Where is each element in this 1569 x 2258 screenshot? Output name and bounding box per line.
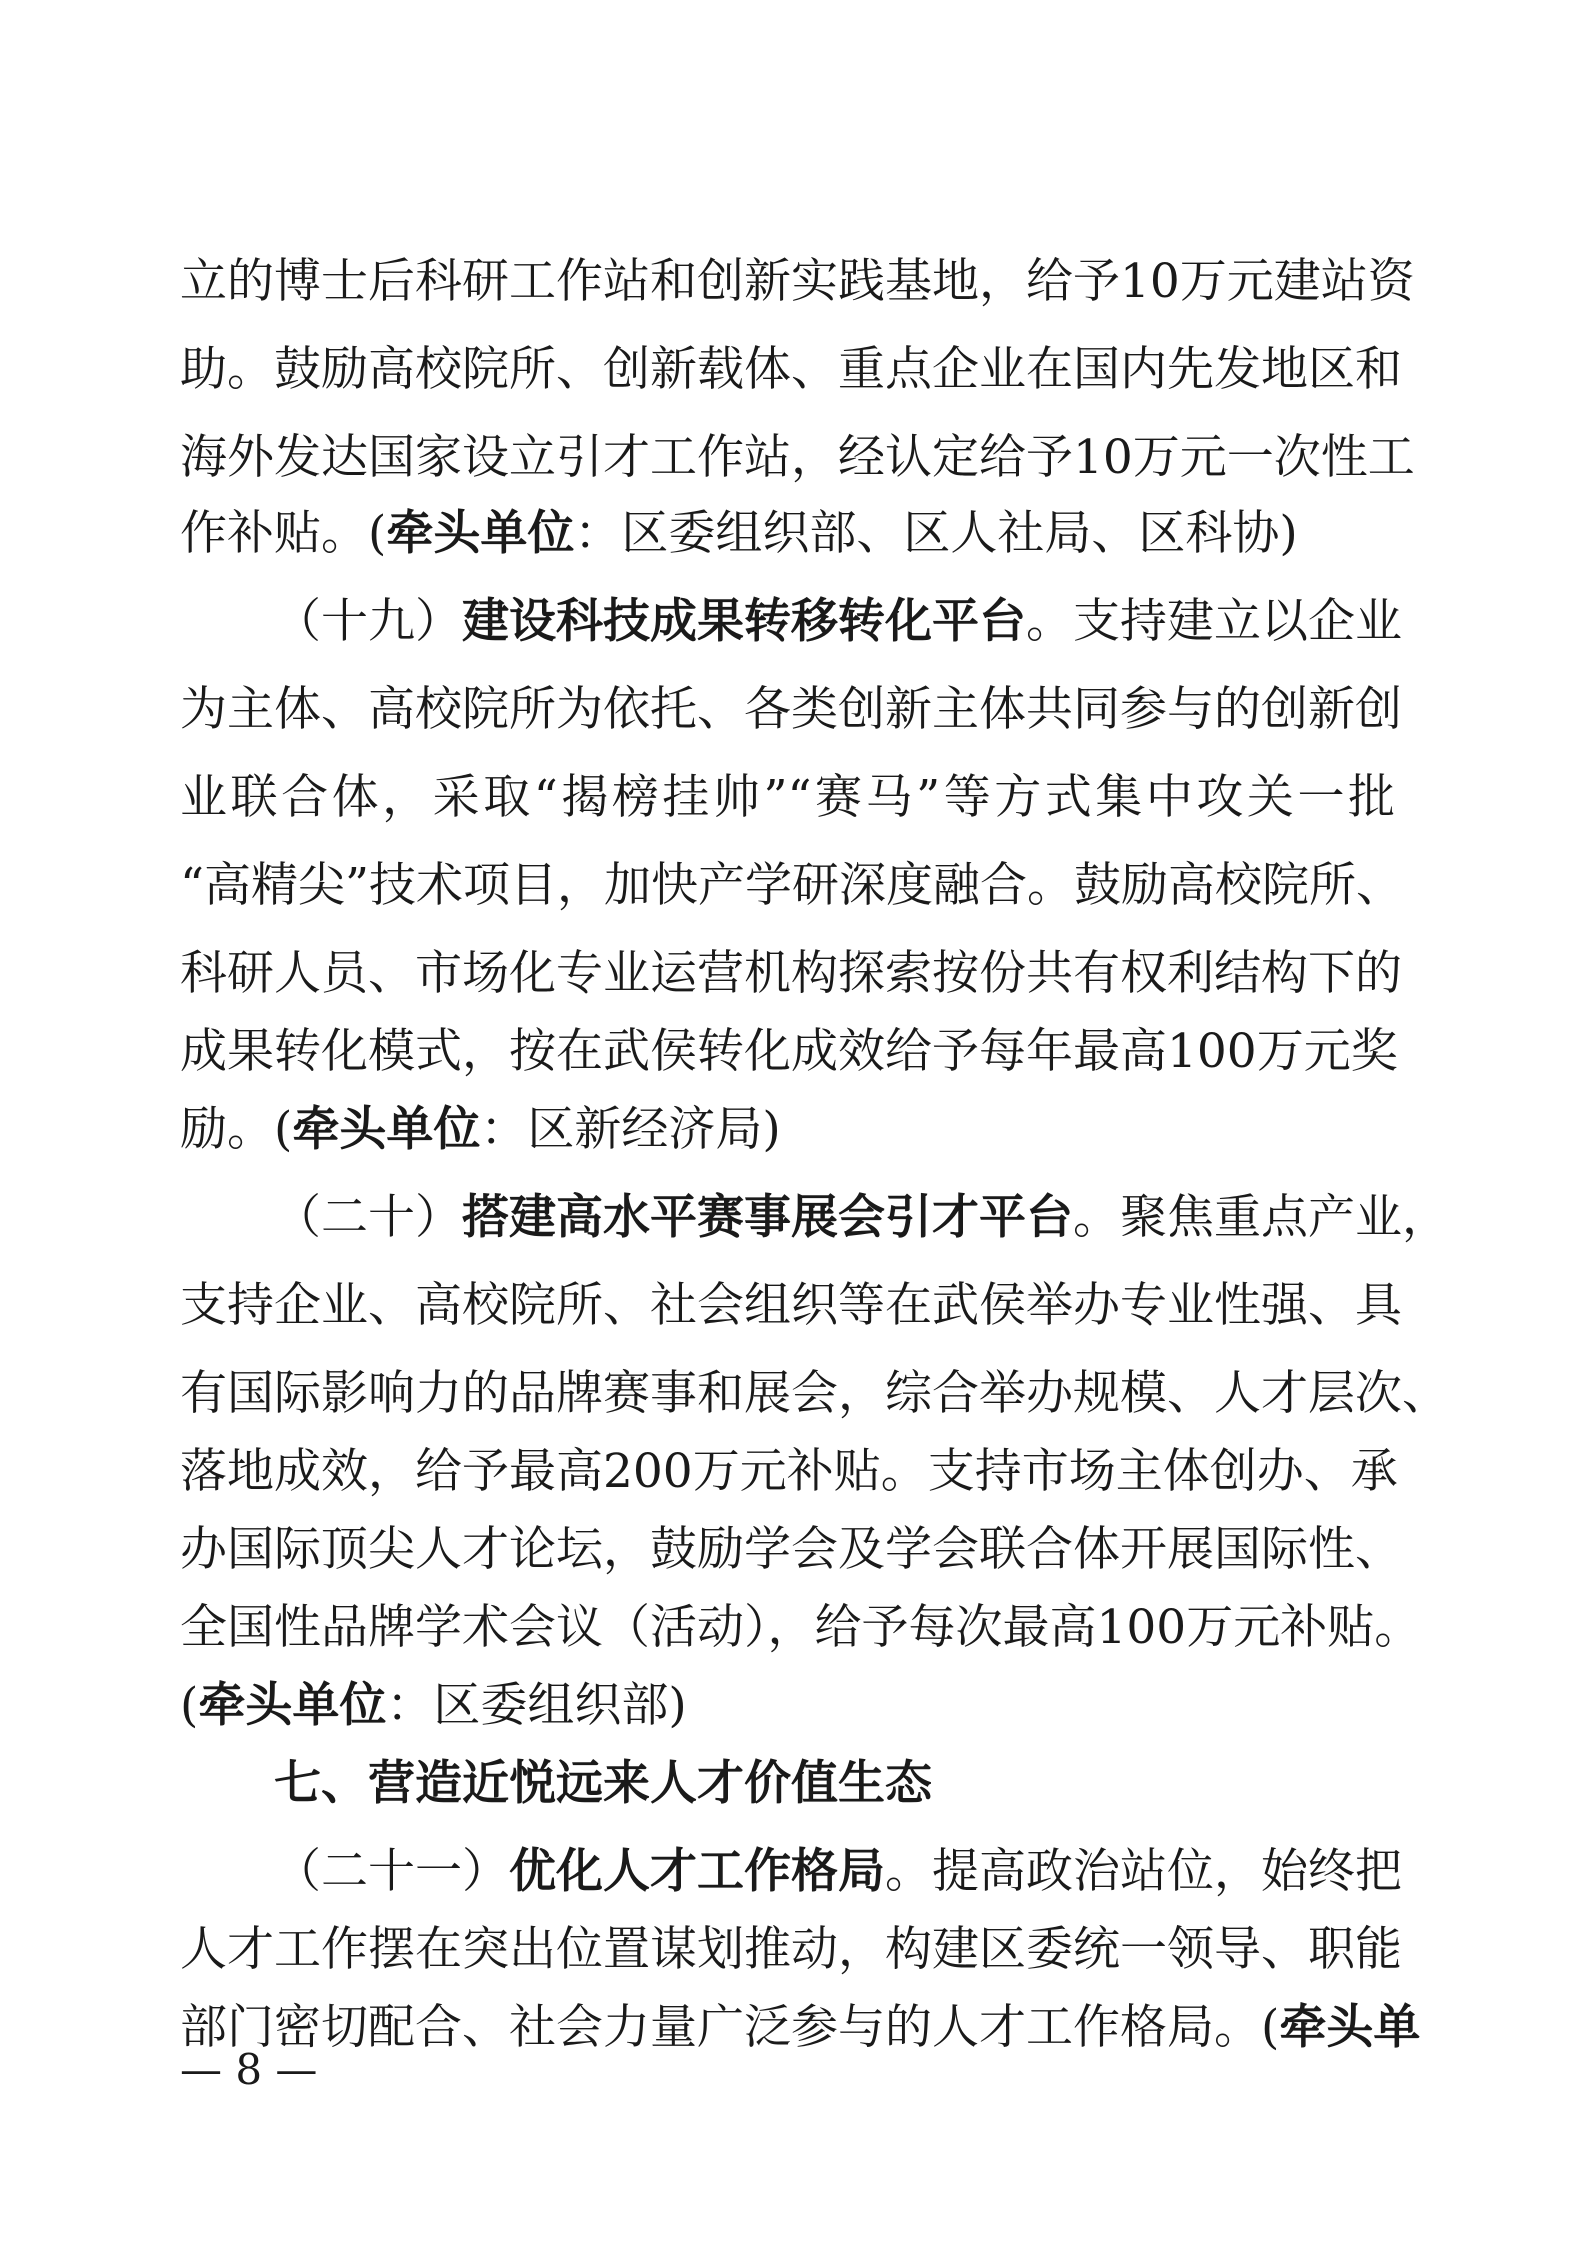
section-title: 优化人才工作格局 — [509, 1844, 885, 1899]
section-title: 建设科技成果转移转化平台 — [462, 594, 1026, 649]
paragraph-line — [180, 1598, 1422, 1658]
section-number: （二十一） — [274, 1844, 509, 1899]
text-run: 人才工作摆在突出位置谋划推动，构建区委统一领导、职能 — [180, 1922, 1402, 1977]
text-run: 业联合体，采取“揭榜挂帅”“赛马”等方式集中攻关一批 — [180, 770, 1395, 825]
text-run: 。聚焦重点产业， — [1073, 1190, 1449, 1245]
paragraph-line — [180, 1022, 1398, 1082]
text-run: 支持企业、高校院所、社会组织等在武侯举办专业性强、具 — [180, 1278, 1402, 1333]
paragraph-line — [180, 1998, 1421, 2058]
paragraph-line — [180, 252, 1415, 312]
paragraph-line — [180, 856, 1404, 916]
text-run: 励。( — [180, 1102, 293, 1157]
page-number: — 8 — — [180, 2045, 318, 2094]
text-run: 。提高政治站位，始终把 — [885, 1844, 1402, 1899]
section-title: 搭建高水平赛事展会引才平台 — [462, 1190, 1073, 1245]
paragraph-line — [180, 1364, 1449, 1424]
lead-unit-label: 牵头单 — [1279, 2000, 1421, 2055]
paragraph-line — [180, 1100, 1395, 1160]
text-run: ：区新经济局) — [480, 1102, 781, 1157]
text-run: 落地成效，给予最高200万元补贴。支持市场主体创办、承 — [180, 1444, 1398, 1499]
paragraph-line — [180, 768, 1395, 828]
text-run: ( — [180, 1678, 199, 1733]
text-run: “高精尖”技术项目，加快产学研深度融合。鼓励高校院所、 — [180, 858, 1404, 913]
paragraph-line — [180, 428, 1415, 488]
text-run: 有国际影响力的品牌赛事和展会，综合举办规模、人才层次、 — [180, 1366, 1449, 1421]
paragraph-line — [180, 944, 1402, 1004]
paragraph-line — [180, 1920, 1402, 1980]
text-run: 助。鼓励高校院所、创新载体、重点企业在国内先发地区和 — [180, 342, 1402, 397]
text-run: 部门密切配合、社会力量广泛参与的人才工作格局。( — [180, 2000, 1280, 2055]
paragraph-line — [180, 1520, 1402, 1580]
paragraph-line — [274, 1188, 1449, 1248]
text-run: 。支持建立以企业 — [1026, 594, 1402, 649]
section-number: （二十） — [274, 1190, 462, 1245]
paragraph-line — [180, 1442, 1398, 1502]
paragraph-line — [180, 340, 1402, 400]
text-run: 科研人员、市场化专业运营机构探索按份共有权利结构下的 — [180, 946, 1402, 1001]
text-run: 为主体、高校院所为依托、各类创新主体共同参与的创新创 — [180, 682, 1402, 737]
paragraph-line — [274, 1842, 1402, 1902]
text-run: 办国际顶尖人才论坛，鼓励学会及学会联合体开展国际性、 — [180, 1522, 1402, 1577]
paragraph-line — [274, 592, 1402, 652]
text-run: ：区委组织部) — [386, 1678, 687, 1733]
text-run: 成果转化模式，按在武侯转化成效给予每年最高100万元奖 — [180, 1024, 1398, 1079]
paragraph-line — [180, 504, 1395, 564]
paragraph-line — [180, 1676, 1395, 1736]
text-run: 海外发达国家设立引才工作站，经认定给予10万元一次性工 — [180, 430, 1415, 485]
text-run: 立的博士后科研工作站和创新实践基地，给予10万元建站资 — [180, 254, 1415, 309]
chapter-title: 七、营造近悦远来人才价值生态 — [274, 1756, 932, 1811]
lead-unit-label: 牵头单位 — [198, 1678, 387, 1733]
paragraph-line — [180, 680, 1402, 740]
chapter-heading — [274, 1754, 1395, 1814]
text-run: ：区委组织部、区人社局、区科协) — [574, 506, 1298, 561]
lead-unit-label: 牵头单位 — [292, 1102, 481, 1157]
text-run: 作补贴。( — [180, 506, 387, 561]
paragraph-line — [180, 1276, 1402, 1336]
section-number: （十九） — [274, 594, 462, 649]
text-run: 全国性品牌学术会议（活动），给予每次最高100万元补贴。 — [180, 1600, 1422, 1655]
lead-unit-label: 牵头单位 — [386, 506, 575, 561]
